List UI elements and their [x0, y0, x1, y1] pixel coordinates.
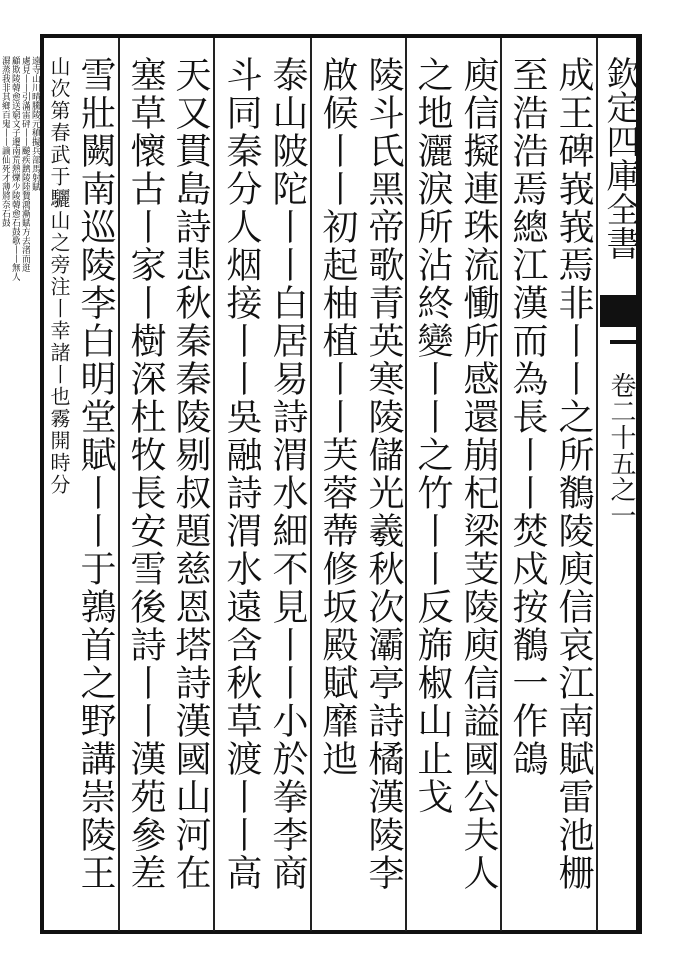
text-column: 之地灑淚所沾終變丨丨之竹丨丨反旆椒山止戈	[412, 56, 453, 816]
left-strip-columns	[0, 56, 40, 924]
margin-rule	[610, 340, 638, 344]
text-column-small: 濕蒸我非其鄉百鬼丨丨謫仙死才薄將奈石鼓	[0, 56, 10, 227]
text-column-small: 處見丨丨引滿雷砰丨丨飈疾躋陵陸贄鴻漸賦方去渚而逛	[20, 56, 30, 272]
text-column: 至浩浩焉總江漢而為長丨丨焚戍按鶺一作鴿	[507, 56, 548, 778]
text-column: 塞草懷古丨家丨樹深杜牧長安雪後詩丨丨漢苑參差	[125, 56, 166, 892]
text-column: 山次第春武于驪山之旁注丨幸諸丨也霧開時分	[47, 56, 71, 496]
text-column: 天又貫島詩悲秋秦秦陵剔叔題慈恩塔詩漢國山河在	[170, 56, 211, 892]
column-divider	[118, 38, 120, 931]
text-column: 庾信擬連珠流慟所感還崩杞梁芰陵庾信謚國公夫人	[458, 56, 499, 892]
text-column: 成王碑峩峩焉非丨丨之所鶺陵庾信哀江南賦雷池栅	[553, 56, 594, 892]
text-column: 啟候丨丨初起柚植丨丨芙蓉蔕修坂殿賦靡迆	[317, 56, 358, 778]
text-column: 斗同秦分人烟接丨丨吳融詩渭水遠含秋草渡丨丨高	[221, 56, 262, 892]
text-column: 雪壯闕南巡陵李白明堂賦丨丨于鶉首之野講崇陵王	[75, 56, 116, 892]
column-divider	[213, 38, 215, 931]
text-column-small: 顧欺陵韓愈送窮文子遷南荒熱爍少陵韓愈石鼓歌丨丨無人	[10, 56, 20, 281]
column-divider	[596, 38, 598, 931]
text-column-small: 遠寺山川晴騰陵元稹擬兵部馬射賦	[30, 56, 40, 191]
book-title: 欽定四庫全書	[600, 56, 640, 260]
fish-tail-mark	[600, 295, 636, 327]
text-column: 泰山陂陀丨丨白居易詩渭水細不見丨丨小於拳李商	[267, 56, 308, 892]
juan-number: 卷二十五之一	[606, 372, 636, 528]
column-divider	[310, 38, 312, 931]
text-column: 陵斗氏黑帝歌青英寒陵儲光羲秋次灞亭詩橘漢陵李	[363, 56, 404, 892]
